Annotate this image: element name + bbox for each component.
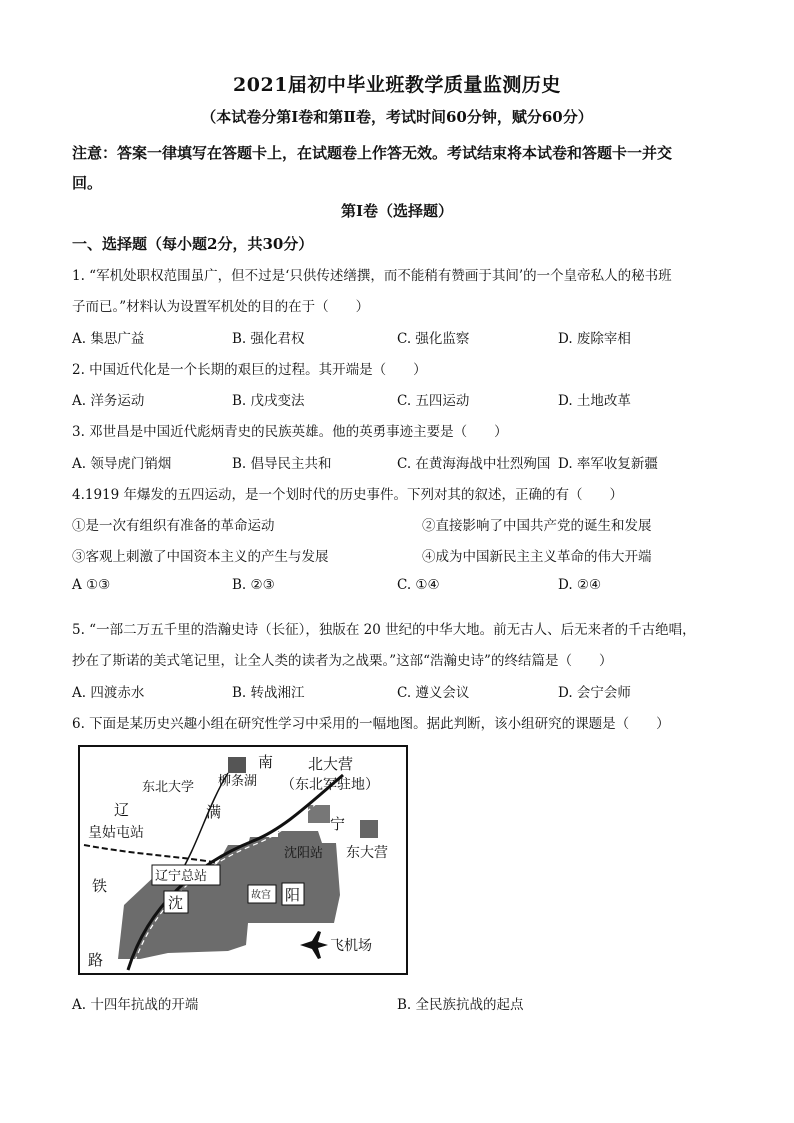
option-c: C. 五四运动 bbox=[397, 393, 470, 409]
option-d: D. 率军收复新疆 bbox=[558, 456, 658, 472]
option-d: D. 废除宰相 bbox=[558, 331, 631, 347]
question-3-options bbox=[72, 452, 732, 472]
question-5-line: 抄在了斯诺的美式笔记里，让全人类的读者为之战栗。”这部“浩瀚史诗”的终结篇是（ ） bbox=[72, 653, 613, 669]
option-b: B. 倡导民主共和 bbox=[232, 456, 332, 472]
question-4-options bbox=[72, 577, 732, 597]
exam-notice bbox=[72, 138, 722, 198]
statement: ①是一次有组织有准备的革命运动 bbox=[72, 518, 275, 534]
option-c: C. ①④ bbox=[397, 577, 440, 593]
option-a: A. 四渡赤水 bbox=[72, 685, 145, 701]
part-title: 一、选择题（每小题2分，共30分） bbox=[72, 235, 314, 253]
statement: ③客观上刺激了中国资本主义的产生与发展 bbox=[72, 549, 329, 565]
map-label-dongbei-army: （东北军驻地） bbox=[281, 777, 379, 793]
statement: ④成为中国新民主主义革命的伟大开端 bbox=[422, 549, 652, 565]
section-title: 第Ⅰ卷（选择题） bbox=[340, 202, 454, 220]
map-label-gugong: 故宫 bbox=[251, 890, 271, 901]
option-d: D. 会宁会师 bbox=[558, 685, 631, 701]
notice-line: 回。 bbox=[72, 174, 103, 192]
option-a: A ①③ bbox=[72, 577, 111, 593]
map-label-dongbei-univ: 东北大学 bbox=[142, 780, 195, 795]
option-b: B. 戊戌变法 bbox=[232, 393, 305, 409]
map-label-liutiaohu: 柳条湖 bbox=[218, 774, 258, 789]
question-3-line: 3. 邓世昌是中国近代彪炳青史的民族英雄。他的英勇事迹主要是（ ） bbox=[72, 424, 508, 440]
question-6-line: 6. 下面是某历史兴趣小组在研究性学习中采用的一幅地图。据此判断，该小组研究的课题是（ ） bbox=[72, 716, 670, 732]
notice-line: 注意：答案一律填写在答题卡上，在试题卷上作答无效。考试结束将本试卷和答题卡一并交 bbox=[72, 144, 673, 162]
map-label-nan: 南 bbox=[258, 753, 274, 771]
option-c: C. 遵义会议 bbox=[397, 685, 470, 701]
map-label-ning: 宁 bbox=[330, 815, 346, 833]
option-b: B. 全民族抗战的起点 bbox=[397, 997, 524, 1013]
option-a: A. 领导虎门销烟 bbox=[72, 456, 172, 472]
option-b: B. 强化君权 bbox=[232, 331, 305, 347]
option-a: A. 集思广益 bbox=[72, 331, 145, 347]
question-5-line: 5. “一部二万五千里的浩瀚史诗（长征），独版在 20 世纪的中华大地。前无古人、后无来者的千古绝唱， bbox=[72, 622, 696, 638]
option-d: D. 土地改革 bbox=[558, 393, 631, 409]
option-a: A. 十四年抗战的开端 bbox=[72, 997, 199, 1013]
map-label-yang: 阳 bbox=[285, 886, 301, 904]
map-label-tie: 铁 bbox=[92, 877, 108, 895]
map-label-beidaying: 北大营 bbox=[308, 755, 354, 773]
question-6-options bbox=[72, 993, 732, 1013]
question-1-options bbox=[72, 327, 732, 347]
question-2-line: 2. 中国近代化是一个长期的艰巨的过程。其开端是（ ） bbox=[72, 362, 427, 378]
dongdaying-area bbox=[308, 805, 330, 823]
map-label-shen: 沈 bbox=[168, 894, 184, 912]
question-4-statements bbox=[72, 514, 732, 534]
option-a: A. 洋务运动 bbox=[72, 393, 145, 409]
beidaying-area bbox=[228, 757, 246, 773]
map-label-airport: 飞机场 bbox=[330, 938, 372, 954]
option-b: B. ②③ bbox=[232, 577, 275, 593]
option-c: C. 强化监察 bbox=[397, 331, 470, 347]
map-label-dongdaying: 东大营 bbox=[346, 845, 388, 861]
map-label-shenyang-station: 沈阳站 bbox=[284, 846, 324, 861]
map-label-liao: 辽 bbox=[114, 801, 130, 819]
map-label-huanggutun: 皇姑屯站 bbox=[88, 825, 144, 841]
map-label-liaoning-station: 辽宁总站 bbox=[155, 869, 208, 884]
question-2-options bbox=[72, 389, 732, 409]
exam-subtitle: （本试卷分第Ⅰ卷和第Ⅱ卷，考试时间60分钟，赋分60分） bbox=[201, 108, 593, 126]
option-d: D. ②④ bbox=[558, 577, 602, 593]
map-label-man: 满 bbox=[206, 803, 222, 821]
exam-title: 2021届初中毕业班教学质量监测历史 bbox=[233, 74, 561, 96]
statement: ②直接影响了中国共产党的诞生和发展 bbox=[422, 518, 652, 534]
map-label-lu: 路 bbox=[88, 951, 104, 969]
option-c: C. 在黄海海战中壮烈殉国 bbox=[397, 456, 551, 472]
question-1-line: 子而已。”材料认为设置军机处的目的在于（ ） bbox=[72, 299, 370, 315]
option-b: B. 转战湘江 bbox=[232, 685, 305, 701]
question-4-statements bbox=[72, 545, 732, 565]
question-4-line: 4.1919 年爆发的五四运动，是一个划时代的历史事件。下列对其的叙述，正确的有（ ） bbox=[72, 487, 624, 503]
question-5-options bbox=[72, 681, 732, 701]
shenyang-map bbox=[78, 745, 408, 975]
question-1-line: 1. “军机处职权范围虽广，但不过是‘只供传述缮撰，而不能稍有赞画于其间’的一个皇帝私人的秘书班 bbox=[72, 268, 672, 284]
east-area bbox=[360, 820, 378, 838]
